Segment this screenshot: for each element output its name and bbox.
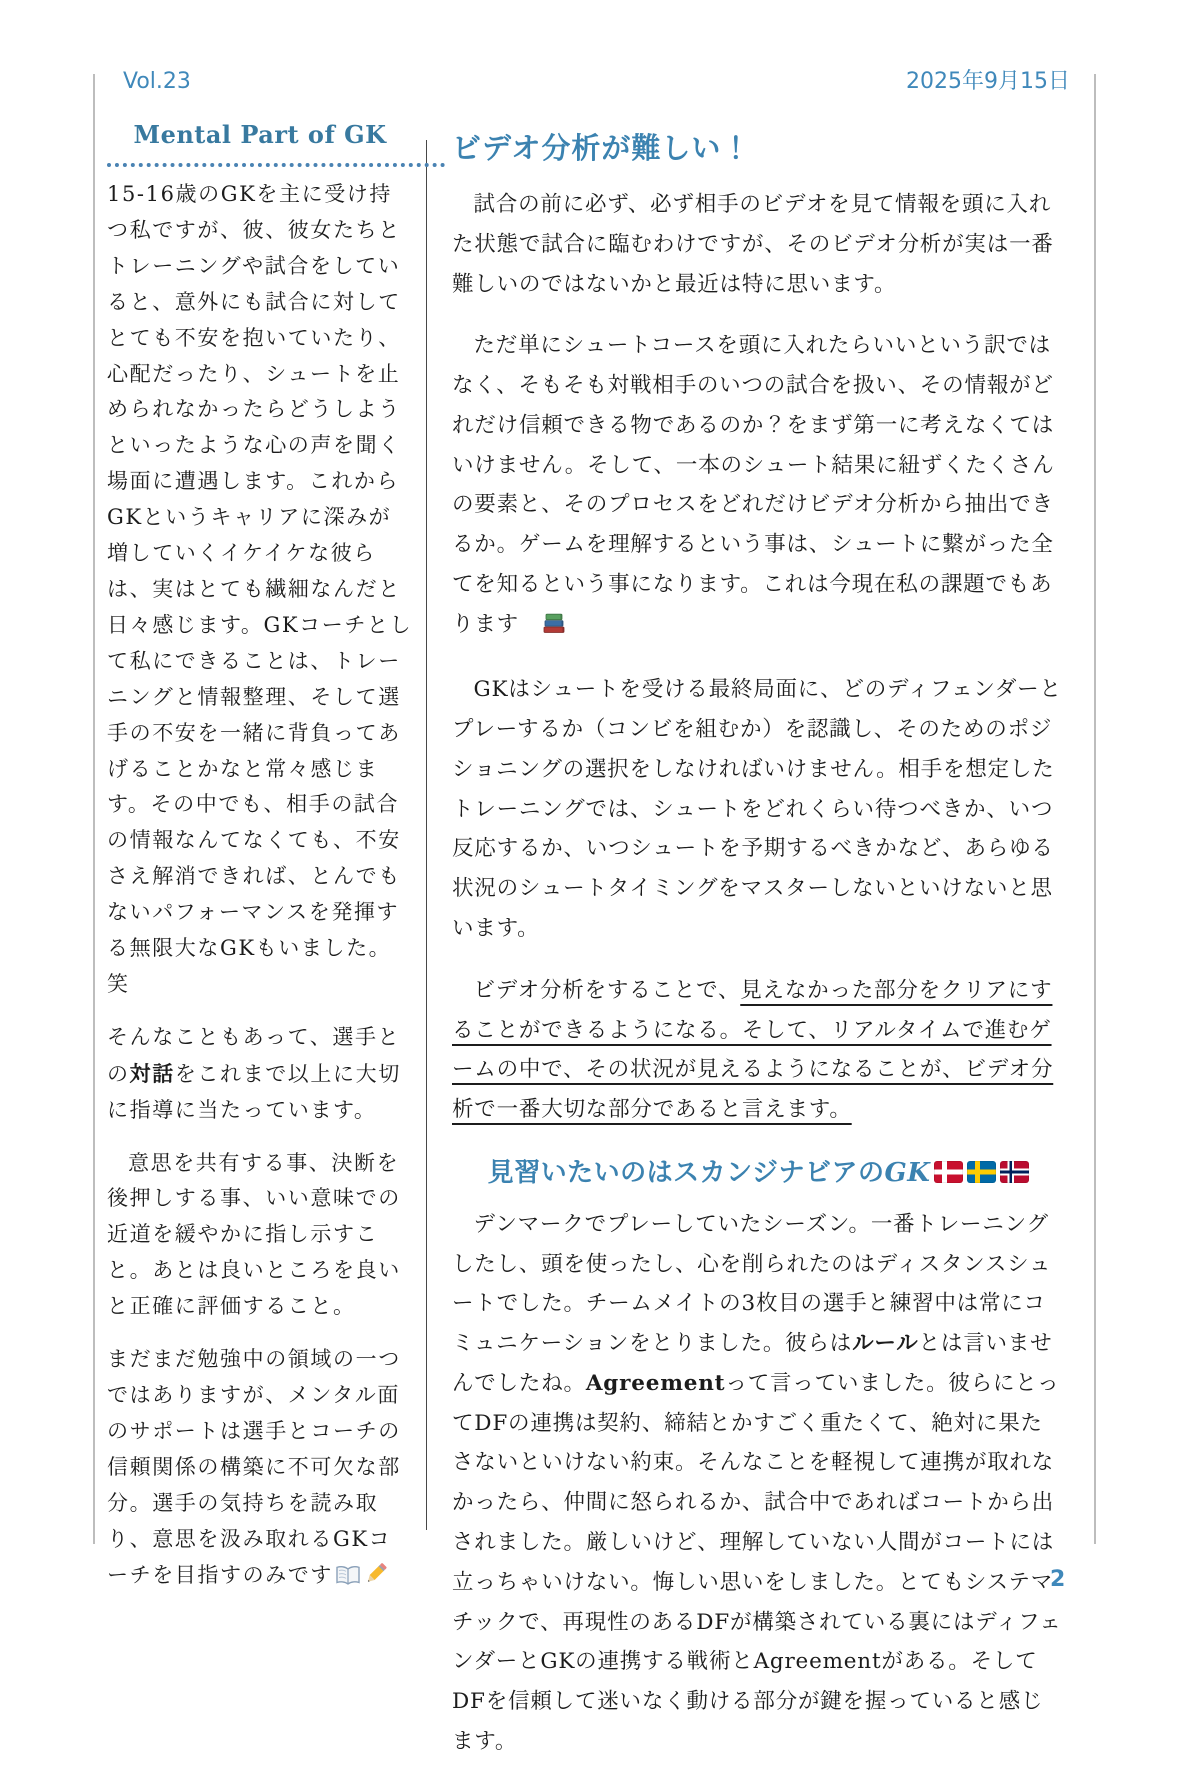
main-paragraph-1: 試合の前に必ず、必ず相手のビデオを見て情報を頭に入れた状態で試合に臨むわけですが、そのビデオ分析が実は一番難しいのではないかと最近は特に思います。 — [452, 192, 1054, 297]
date-label: 2025年9月15日 — [906, 69, 1070, 94]
sidebar-paragraph-1: 15-16歳のGKを主に受け持つ私ですが、彼、彼女たちとトレーニングや試合をしていると、意外にも試合に対してとても不安を抱いていたり、心配だったり、シュートを止められなかったらどうしようといったような心の声を聞く場面に遭遇します。これからGKというキャリアに深みが増していくイケイケな彼らは、実はとても繊細なんだと日々感じます。GKコーチとして私にできることは、トレーニングと情報整理、そして選手の不安を一緒に背負ってあげることかなと常々感じます。その中でも、相手の試合の情報なんてなくても、不安さえ解消できれば、とんでもないパフォーマンスを発揮する無限大なGKもいました。笑 — [107, 182, 413, 996]
main-paragraph-4 — [452, 971, 1065, 1130]
sidebar-heading: Mental Part of GK — [133, 120, 387, 149]
denmark-flag-icon — [934, 1161, 963, 1183]
pencil-icon — [363, 1562, 387, 1598]
page-header — [123, 64, 1070, 95]
underlined-text-run: 見えなかった部分をクリアにすることができるようになる。そして、リアルタイムで進むゲームの中で、その状況が見えるようになることが、ビデオ分析で一番大切な部分であると言えます。 — [452, 977, 1054, 1123]
sidebar-paragraph-2 — [107, 1020, 413, 1129]
text-run: ビデオ分析をすることで、 — [473, 977, 741, 1003]
volume-label: Vol.23 — [123, 69, 191, 94]
text-run: って言っていました。彼らにとってDFの連携は契約、締結とかすごく重たくて、絶対に果たさないといけない約束。そんなことを軽視して連携が取れなかったら、仲間に怒られるか、試合中であればコートから出されました。厳しいけど、理解していない人間がコートには立っちゃいけない。悔しい思いをしました。とてもシステマチックで、再現性のあるDFが構築されている裏にはディフェンダーとGKの連携する戦術とAgreementがある。そしてDFを信頼して迷いなく動ける部分が鍵を握っていると感じます。 — [452, 1370, 1062, 1754]
books-icon — [521, 609, 567, 649]
sweden-flag-icon — [967, 1161, 996, 1183]
article-heading-video-analysis: ビデオ分析が難しい！ — [452, 131, 752, 165]
text-run: 見習いたいのはスカンジナビアの — [487, 1157, 885, 1188]
open-book-icon — [335, 1562, 361, 1598]
text-run: そんなこともあって、選手との — [107, 1024, 401, 1086]
two-column-layout — [107, 112, 1065, 1784]
text-run: デンマークでプレーしていたシーズン。一番トレーニングしたし、頭を使ったし、心を削られたのはディスタンスシュートでした。チームメイトの3枚目の選手と練習中は常にコミュニケーションをとりました。彼らは — [452, 1211, 1052, 1357]
gk-italic-text: GK — [884, 1157, 931, 1188]
main-paragraph-3: GKはシュートを受ける最終局面に、どのディフェンダーとプレーするか（コンビを組むか）を認識し、そのためのポジショニングの選択をしなければいけません。相手を想定したトレーニングでは、シュートをどれくらい待つべきか、いつ反応するか、いつシュートを予期するべきかなど、あらゆる状況のシュートタイミングをマスターしないといけないと思います。 — [452, 677, 1062, 942]
article-heading-scandinavia — [452, 1152, 1065, 1189]
sidebar-paragraph-3: 意思を共有する事、決断を後押しする事、いい意味での近道を緩やかに指し示すこと。あとは良いところを良いと正確に評価すること。 — [107, 1150, 401, 1319]
page-number: 2 — [1050, 1567, 1066, 1592]
bold-text-run: ルール — [852, 1331, 919, 1357]
sidebar-column — [107, 112, 413, 1614]
bold-text-run: 対話 — [129, 1060, 175, 1086]
text-run: まだまだ勉強中の領域の一つではありますが、メンタル面のサポートは選手とコーチの信頼関係の構築に不可欠な部分。選手の気持ちを読み取り、意思を汲み取れるGKコーチを目指すのみです — [107, 1347, 401, 1587]
main-paragraph-5 — [452, 1205, 1065, 1762]
page-left-border — [93, 74, 95, 1544]
main-paragraph-2 — [452, 326, 1065, 648]
text-run: をこれまで以上に大切に指導に当たっています。 — [107, 1061, 401, 1122]
norway-flag-icon — [1000, 1161, 1029, 1183]
main-column — [427, 112, 1065, 1784]
bold-text-run: Agreement — [585, 1370, 726, 1396]
text-run: ただ単にシュートコースを頭に入れたらいいという訳ではなく、そもそも対戦相手のいつの試合を扱い、その情報がどれだけ信頼できる物であるのか？をまず第一に考えなくてはいけません。そして、一本のシュート結果に紐ずくたくさんの要素と、そのプロセスをどれだけビデオ分析から抽出できるか。ゲームを理解するという事は、シュートに繋がった全てを知るという事になります。これは今現在私の課題でもあります — [452, 333, 1055, 637]
sidebar-paragraph-4 — [107, 1342, 413, 1597]
page-right-border — [1094, 74, 1096, 1544]
text-run: とは言いませんでしたね。 — [452, 1331, 1053, 1396]
dotted-rule — [107, 163, 445, 167]
